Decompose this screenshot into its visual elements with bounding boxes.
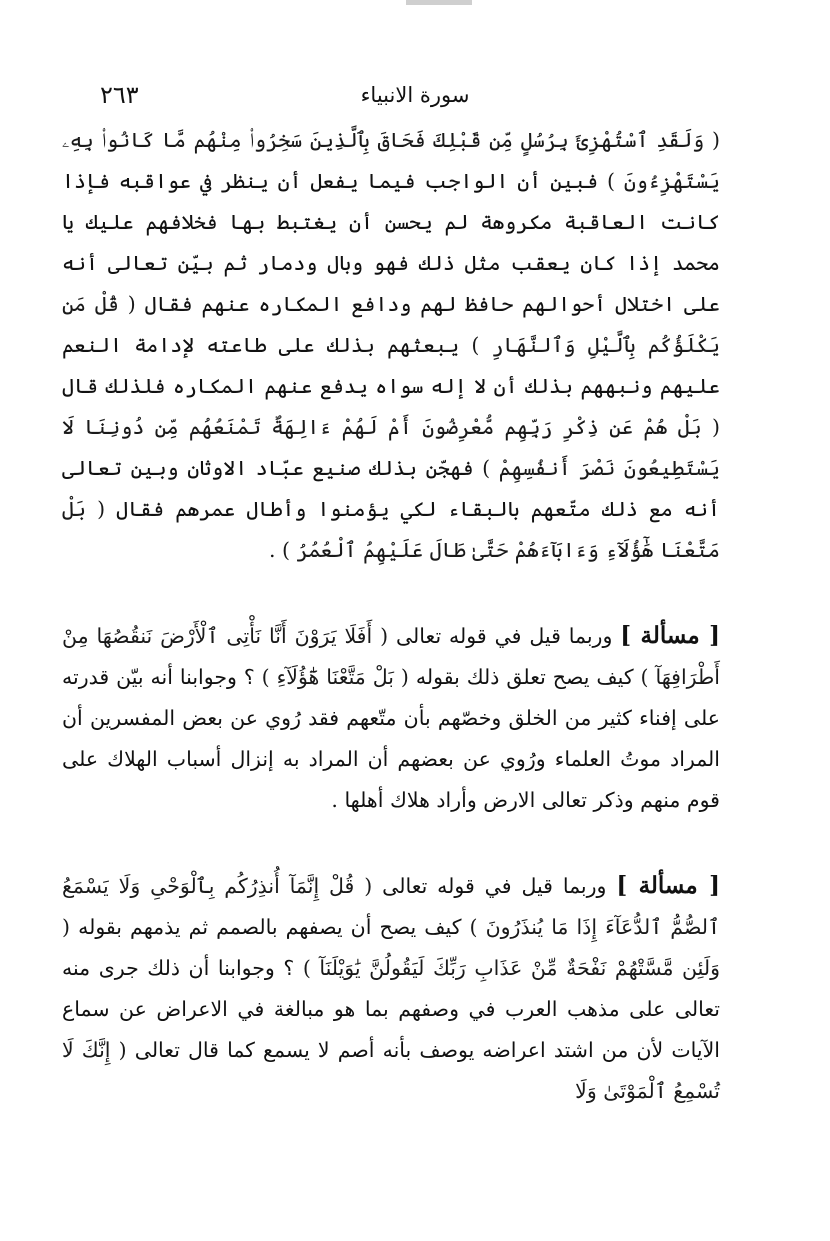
quran-verse: ( إِنَّكَ لَا تُسْمِعُ ٱلْمَوْتَىٰ وَلَا xyxy=(62,1038,720,1103)
surah-title: سورة الانبياء xyxy=(360,83,470,107)
commentary-text: وربما قيل في قوله تعالى xyxy=(372,874,617,898)
masala-heading: [ مسألة ] xyxy=(620,622,720,649)
commentary-text: وربما قيل في قوله تعالى xyxy=(388,624,621,648)
scan-edge-mark xyxy=(406,0,472,5)
quran-verse: ( وَلَقَدِ ٱسْتُهْزِئَ بِرُسُلٍ مِّن قَبْلِكَ فَحَاقَ بِٱلَّذِينَ سَخِرُوا۟ مِنْهُم مَّا كَانُوا۟ بِهِۦ يَسْتَهْزِءُونَ ) xyxy=(62,128,720,193)
masala-heading: [ مسألة ] xyxy=(616,872,721,899)
commentary-text: كيف يصح أن يصفهم بالصمم ثم يذمهم بقوله xyxy=(70,915,470,939)
commentary-text: فهجّن بذلك صنيع عبّاد الاوثان وبين تعالى أنه مع ذلك متّعهم بالبقاء لكي يؤمنوا وأطال عمرهم فقال xyxy=(62,456,721,521)
commentary-text: يبعثهم بذلك على طاعته لإدامة النعم عليهم ونبههم بذلك أن لا إله سواه يدفع عنهم المكاره فلذلك قال xyxy=(62,333,720,398)
commentary-text: كيف يصح تعلق ذلك بقوله xyxy=(408,665,641,689)
paragraph-3 xyxy=(62,865,720,1112)
page-header xyxy=(60,78,770,112)
paragraph-1 xyxy=(62,120,720,571)
quran-verse: ( بَلْ مَتَّعْنَا هَٰٓؤُلَآءِ وَءَابَآءَهُمْ حَتَّىٰ طَالَ عَلَيْهِمُ ٱلْعُمُرُ ) xyxy=(62,497,720,562)
quran-verse: ( أَفَلَا يَرَوْنَ أَنَّا نَأْتِى ٱلْأَرْضَ نَنقُصُهَا مِنْ أَطْرَافِهَآ ) xyxy=(62,624,720,689)
commentary-text: ؟ وجوابنا أنه بيّن قدرته على إفناء كثير من الخلق وخصّهم بأن متّعهم فقد رُوي عن بعض المفسرين أن المراد موتُ العلماء ورُوي عن بعضهم أن المراد به إنزال أسباب الهلاك على قوم منهم وذكر تعالى الارض وأراد هلاك أهلها . xyxy=(62,665,720,812)
paragraph-2 xyxy=(62,615,720,821)
page-number: ٢٦٣ xyxy=(100,81,139,109)
quran-verse: ( بَلْ مَتَّعْنَا هَٰٓؤُلَآءِ ) xyxy=(261,665,409,689)
commentary-text: فبين أن الواجب فيما يفعل أن ينظر في عواقبه فإذا كانت العاقبة مكروهة لم يحسن أن يغتبط بها فخلافهم عليك يا محمد إذا كان يعقب مثل ذلك فهو وبال ودمار ثم بيّن تعالى أنه على اختلال أحوالهم حافظ لهم ودافع المكاره عنهم فقال xyxy=(62,169,720,316)
commentary-text: ؟ وجوابنا أن ذلك جرى منه تعالى على مذهب العرب في وصفهم بما هو مبالغة في الاعراض عن سماع الآيات لأن من اشتد اعراضه يوصف بأنه أصم لا يسمع كما قال تعالى xyxy=(62,956,720,1062)
quran-verse: ( قُلْ مَن يَكْلَؤُكُم بِٱلَّيْلِ وَٱلنَّهَارِ ) xyxy=(62,292,720,357)
quran-verse: ( بَلْ هُمْ عَن ذِكْرِ رَبِّهِم مُّعْرِضُونَ أَمْ لَهُمْ ءَالِهَةٌ تَمْنَعُهُم مِّن دُونِنَا لَا يَسْتَطِيعُونَ نَصْرَ أَنفُسِهِمْ ) xyxy=(62,415,721,480)
commentary-text: . xyxy=(268,538,282,562)
quran-verse: ( وَلَئِن مَّسَّتْهُمْ نَفْحَةٌ مِّنْ عَذَابِ رَبِّكَ لَيَقُولُنَّ يَٰوَيْلَنَآ ) xyxy=(62,915,720,980)
page-body xyxy=(62,120,720,1112)
quran-verse: ( قُلْ إِنَّمَآ أُنذِرُكُم بِٱلْوَحْىِ وَلَا يَسْمَعُ ٱلصُّمُّ ٱلدُّعَآءَ إِذَا مَا يُنذَرُونَ ) xyxy=(62,874,720,939)
